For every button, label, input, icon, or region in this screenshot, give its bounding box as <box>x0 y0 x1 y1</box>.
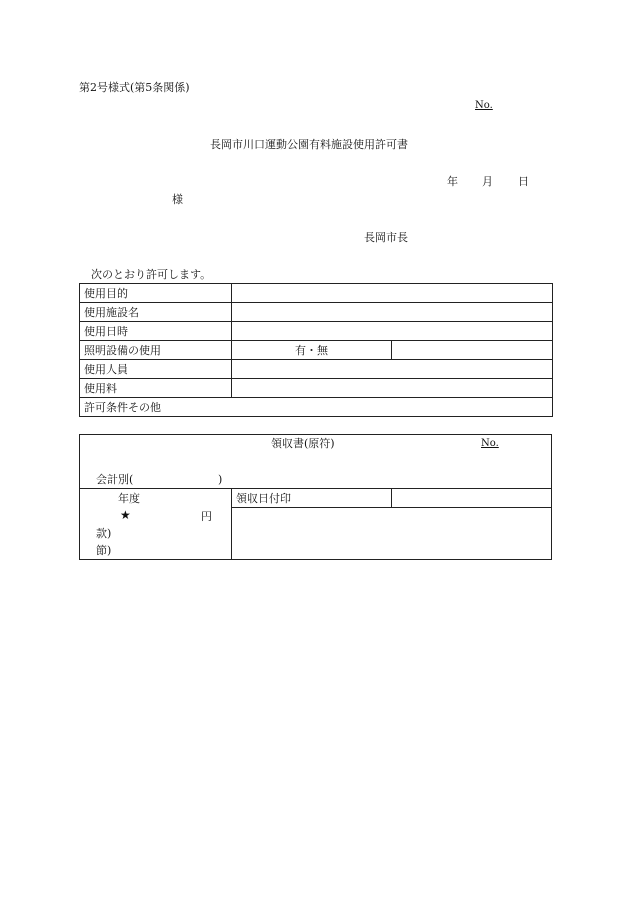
receipt-column-divider <box>231 488 232 560</box>
issuer: 長岡市長 <box>364 231 408 244</box>
permit-table <box>79 283 553 417</box>
table-row <box>80 303 553 322</box>
row-value <box>232 379 553 398</box>
kan-label: 款) <box>96 527 112 540</box>
table-row <box>80 341 553 360</box>
date-month: 月 <box>482 175 493 188</box>
table-row <box>80 284 553 303</box>
row-value <box>232 322 553 341</box>
receipt-date-stamp-label: 領収日付印 <box>236 492 291 505</box>
row-label: 使用施設名 <box>80 303 232 322</box>
receipt-divider <box>79 488 552 489</box>
row-label: 許可条件その他 <box>80 398 553 417</box>
receipt-stamp-divider <box>231 507 552 508</box>
document-title: 長岡市川口運動公園有料施設使用許可書 <box>210 138 408 151</box>
lighting-option: 有・無 <box>232 341 392 360</box>
receipt-date-divider <box>391 488 392 507</box>
form-number: 第2号様式(第5条関係) <box>79 81 190 94</box>
table-row <box>80 360 553 379</box>
row-value <box>232 360 553 379</box>
date-day: 日 <box>518 175 529 188</box>
row-label: 使用料 <box>80 379 232 398</box>
setsu-label: 節) <box>96 544 112 557</box>
row-label: 使用人員 <box>80 360 232 379</box>
star-icon: ★ <box>120 508 131 522</box>
fiscal-year-label: 年度 <box>118 492 140 505</box>
account-label-open: 会計別( <box>96 473 134 486</box>
document-number-label: No. <box>475 100 493 111</box>
receipt-number-label: No. <box>481 438 499 449</box>
date-year: 年 <box>447 175 458 188</box>
row-label: 照明設備の使用 <box>80 341 232 360</box>
receipt-title: 領収書(原符) <box>271 437 335 450</box>
yen-label: 円 <box>201 510 212 523</box>
row-value <box>392 341 553 360</box>
table-row <box>80 322 553 341</box>
table-row <box>80 398 553 417</box>
receipt-box <box>79 434 552 560</box>
account-label-close: ) <box>218 473 223 486</box>
addressee-suffix: 様 <box>172 193 183 206</box>
table-row <box>80 379 553 398</box>
row-value <box>232 303 553 322</box>
row-label: 使用目的 <box>80 284 232 303</box>
intro-text: 次のとおり許可します。 <box>91 268 212 281</box>
row-label: 使用日時 <box>80 322 232 341</box>
row-value <box>232 284 553 303</box>
